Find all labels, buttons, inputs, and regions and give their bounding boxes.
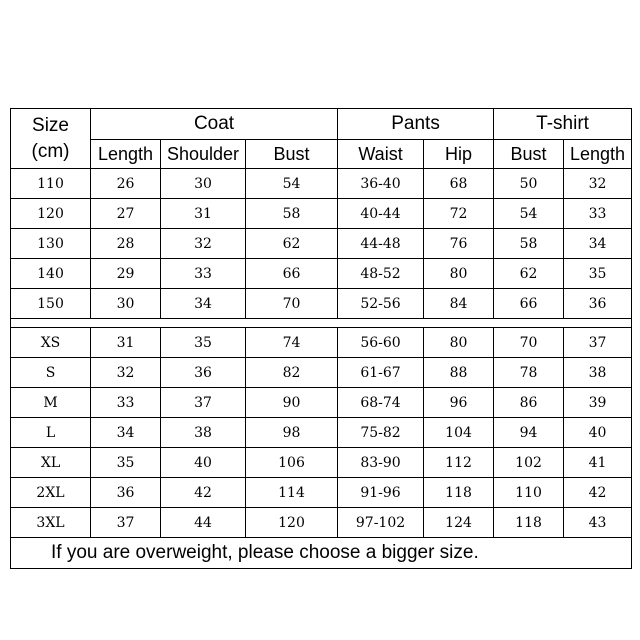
value-cell: 62 xyxy=(494,259,564,289)
value-cell: 37 xyxy=(161,388,246,418)
value-cell: 35 xyxy=(91,448,161,478)
table-row xyxy=(11,448,632,478)
column-header: Bust xyxy=(494,140,564,169)
table-row xyxy=(11,418,632,448)
value-cell: 61-67 xyxy=(338,358,424,388)
table-row xyxy=(11,259,632,289)
table-row xyxy=(11,508,632,538)
value-cell: 112 xyxy=(424,448,494,478)
value-cell: 44 xyxy=(161,508,246,538)
column-header: Hip xyxy=(424,140,494,169)
value-cell: 29 xyxy=(91,259,161,289)
value-cell: 124 xyxy=(424,508,494,538)
value-cell: 104 xyxy=(424,418,494,448)
value-cell: 41 xyxy=(564,448,632,478)
value-cell: 96 xyxy=(424,388,494,418)
value-cell: 56-60 xyxy=(338,328,424,358)
value-cell: 98 xyxy=(246,418,338,448)
value-cell: 110 xyxy=(494,478,564,508)
table-row xyxy=(11,358,632,388)
column-header: Length xyxy=(564,140,632,169)
value-cell: 90 xyxy=(246,388,338,418)
group-header-pants: Pants xyxy=(338,109,494,140)
separator-row xyxy=(11,319,632,328)
value-cell: 38 xyxy=(564,358,632,388)
value-cell: 75-82 xyxy=(338,418,424,448)
table-row xyxy=(11,199,632,229)
value-cell: 31 xyxy=(91,328,161,358)
note-row xyxy=(11,538,632,569)
column-header: Length xyxy=(91,140,161,169)
column-header: Shoulder xyxy=(161,140,246,169)
value-cell: 34 xyxy=(161,289,246,319)
value-cell: 32 xyxy=(161,229,246,259)
value-cell: 70 xyxy=(246,289,338,319)
group-header-row xyxy=(11,109,632,140)
value-cell: 80 xyxy=(424,328,494,358)
value-cell: 40 xyxy=(564,418,632,448)
value-cell: 42 xyxy=(564,478,632,508)
column-header: Waist xyxy=(338,140,424,169)
value-cell: 114 xyxy=(246,478,338,508)
value-cell: 68 xyxy=(424,169,494,199)
value-cell: 48-52 xyxy=(338,259,424,289)
value-cell: 76 xyxy=(424,229,494,259)
value-cell: 35 xyxy=(564,259,632,289)
value-cell: 80 xyxy=(424,259,494,289)
value-cell: 33 xyxy=(564,199,632,229)
value-cell: 54 xyxy=(494,199,564,229)
value-cell: 35 xyxy=(161,328,246,358)
value-cell: 70 xyxy=(494,328,564,358)
size-header-unit: (cm) xyxy=(31,140,70,162)
value-cell: 42 xyxy=(161,478,246,508)
value-cell: 30 xyxy=(161,169,246,199)
value-cell: 118 xyxy=(424,478,494,508)
table-row xyxy=(11,478,632,508)
table-row xyxy=(11,289,632,319)
value-cell: 38 xyxy=(161,418,246,448)
value-cell: 34 xyxy=(564,229,632,259)
column-header-row xyxy=(11,140,632,169)
size-cell: M xyxy=(11,388,91,418)
value-cell: 44-48 xyxy=(338,229,424,259)
value-cell: 32 xyxy=(564,169,632,199)
group-header-coat: Coat xyxy=(91,109,338,140)
value-cell: 26 xyxy=(91,169,161,199)
value-cell: 62 xyxy=(246,229,338,259)
size-cell: 140 xyxy=(11,259,91,289)
value-cell: 97-102 xyxy=(338,508,424,538)
value-cell: 31 xyxy=(161,199,246,229)
size-cell: S xyxy=(11,358,91,388)
value-cell: 52-56 xyxy=(338,289,424,319)
value-cell: 40-44 xyxy=(338,199,424,229)
value-cell: 66 xyxy=(494,289,564,319)
size-cell: L xyxy=(11,418,91,448)
value-cell: 68-74 xyxy=(338,388,424,418)
value-cell: 27 xyxy=(91,199,161,229)
size-cell: 130 xyxy=(11,229,91,259)
value-cell: 58 xyxy=(494,229,564,259)
value-cell: 32 xyxy=(91,358,161,388)
size-chart xyxy=(10,108,631,576)
value-cell: 36-40 xyxy=(338,169,424,199)
value-cell: 84 xyxy=(424,289,494,319)
separator-cell xyxy=(11,319,632,328)
value-cell: 36 xyxy=(564,289,632,319)
group-header-tshirt: T-shirt xyxy=(494,109,632,140)
table-row xyxy=(11,169,632,199)
table-row xyxy=(11,328,632,358)
value-cell: 91-96 xyxy=(338,478,424,508)
size-cell: 3XL xyxy=(11,508,91,538)
size-cell: 2XL xyxy=(11,478,91,508)
value-cell: 72 xyxy=(424,199,494,229)
value-cell: 33 xyxy=(161,259,246,289)
value-cell: 54 xyxy=(246,169,338,199)
value-cell: 118 xyxy=(494,508,564,538)
value-cell: 120 xyxy=(246,508,338,538)
value-cell: 33 xyxy=(91,388,161,418)
value-cell: 39 xyxy=(564,388,632,418)
value-cell: 50 xyxy=(494,169,564,199)
value-cell: 94 xyxy=(494,418,564,448)
table-row xyxy=(11,229,632,259)
value-cell: 36 xyxy=(161,358,246,388)
size-header-cell xyxy=(11,109,91,169)
value-cell: 66 xyxy=(246,259,338,289)
value-cell: 86 xyxy=(494,388,564,418)
value-cell: 36 xyxy=(91,478,161,508)
value-cell: 30 xyxy=(91,289,161,319)
size-table xyxy=(10,108,632,569)
value-cell: 58 xyxy=(246,199,338,229)
value-cell: 102 xyxy=(494,448,564,478)
value-cell: 37 xyxy=(91,508,161,538)
size-cell: XL xyxy=(11,448,91,478)
size-cell: XS xyxy=(11,328,91,358)
size-cell: 120 xyxy=(11,199,91,229)
size-header-label: Size xyxy=(32,114,69,136)
value-cell: 74 xyxy=(246,328,338,358)
value-cell: 28 xyxy=(91,229,161,259)
size-cell: 150 xyxy=(11,289,91,319)
value-cell: 34 xyxy=(91,418,161,448)
value-cell: 106 xyxy=(246,448,338,478)
value-cell: 40 xyxy=(161,448,246,478)
size-note: If you are overweight, please choose a bigger size. xyxy=(11,538,632,569)
value-cell: 43 xyxy=(564,508,632,538)
value-cell: 83-90 xyxy=(338,448,424,478)
value-cell: 37 xyxy=(564,328,632,358)
value-cell: 78 xyxy=(494,358,564,388)
value-cell: 82 xyxy=(246,358,338,388)
table-row xyxy=(11,388,632,418)
size-cell: 110 xyxy=(11,169,91,199)
value-cell: 88 xyxy=(424,358,494,388)
column-header: Bust xyxy=(246,140,338,169)
